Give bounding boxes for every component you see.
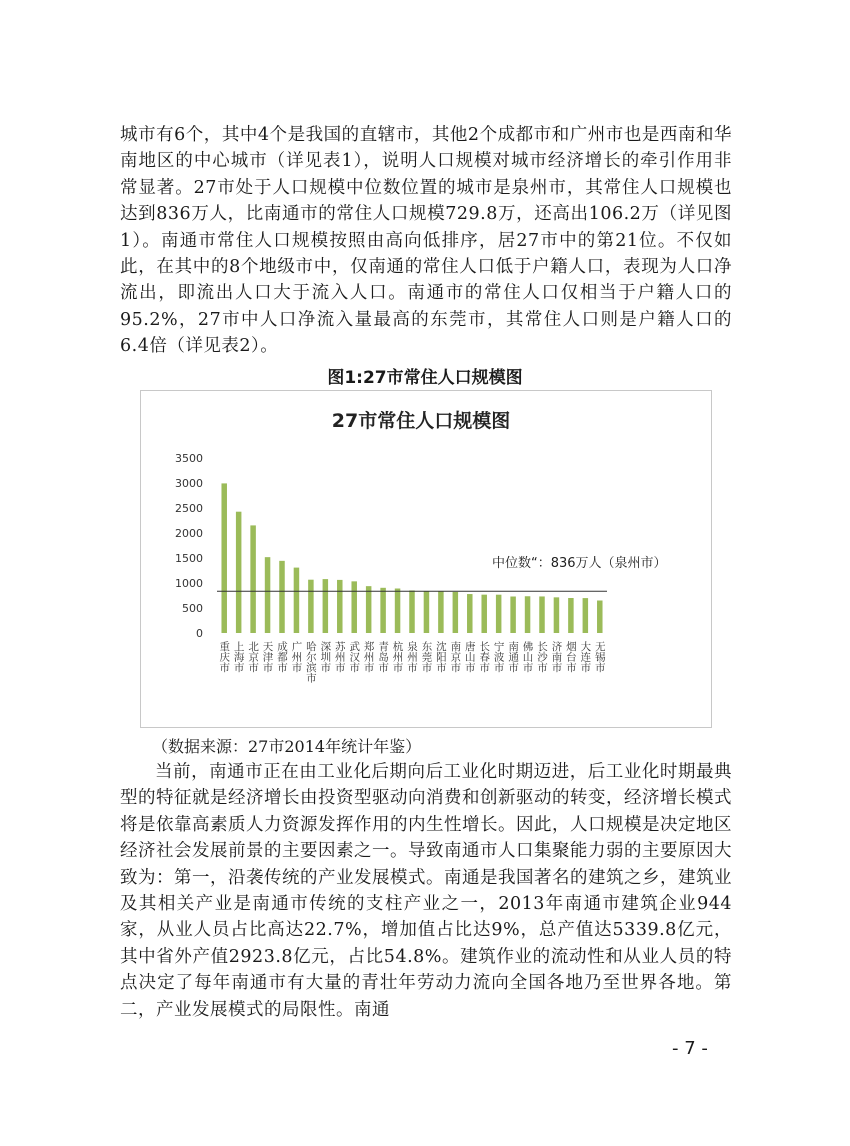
bar bbox=[221, 483, 227, 633]
x-tick-label: 烟台市 bbox=[564, 641, 577, 673]
bar bbox=[351, 581, 357, 633]
bar bbox=[265, 557, 271, 633]
x-tick-label: 上海市 bbox=[232, 641, 245, 673]
bar bbox=[539, 596, 545, 633]
chart-title: 27市常住人口规模图 bbox=[331, 410, 511, 432]
body-paragraph-1: 城市有6个，其中4个是我国的直辖市，其他2个成都市和广州市也是西南和华南地区的中心城市（详见表1），说明人口规模对城市经济增长的牵引作用非常显著。27市处于人口规模中位数位置的城市是泉州市，其常住人口规模也达到836万人，比南通市的常住人口规模729.8万，还高出106.2万（详见图1）。南通市常住人口规模按照由高向低排序，居27市中的第21位。不仅如此，在其中的8个地级市中，仅南通的常住人口低于户籍人口，表现为人口净流出，即流出人口大于流入人口。南通市的常住人口仅相当于户籍人口的95.2%，27市中人口净流入量最高的东莞市，其常住人口则是户籍人口的6.4倍（详见表2）。 bbox=[120, 125, 732, 357]
chart-canvas bbox=[141, 391, 711, 727]
x-tick-label: 无锡市 bbox=[593, 641, 606, 673]
body-paragraph-2-text: 当前，南通市正在由工业化后期向后工业化时期迈进，后工业化时期最典型的特征就是经济增长由投资型驱动向消费和创新驱动的转变，经济增长模式将是依靠高素质人力资源发挥作用的内生性增长。因此，人口规模是决定地区经济社会发展前景的主要因素之一。导致南通市人口集聚能力弱的主要原因大致为：第一，沿袭传统的产业发展模式。南通是我国著名的建筑之乡，建筑业及其相关产业是南通市传统的支柱产业之一，2013年南通市建筑企业944家，从业人员占比高达22.7%，增加值占比达9%，总产值达5339.8亿元，其中省外产值2923.8亿元，占比54.8%。建筑作业的流动性和从业人员的特点决定了每年南通市有大量的青壮年劳动力流向全国各地乃至世界各地。第二，产业发展模式的局限性。南通 bbox=[120, 762, 732, 1020]
figure-caption: 图1:27市常住人口规模图 bbox=[327, 368, 523, 388]
x-tick-label: 深圳市 bbox=[319, 641, 332, 673]
x-tick-label: 苏州市 bbox=[333, 641, 346, 673]
bar bbox=[467, 594, 473, 633]
bar bbox=[366, 586, 372, 633]
x-tick-label: 南通市 bbox=[507, 641, 520, 673]
x-tick-label: 东莞市 bbox=[420, 641, 433, 673]
bar bbox=[380, 588, 386, 633]
bar bbox=[279, 561, 285, 633]
y-tick-label: 1500 bbox=[175, 552, 203, 565]
y-tick-label: 500 bbox=[182, 602, 203, 615]
bar bbox=[453, 592, 459, 633]
bar bbox=[481, 595, 487, 633]
bar bbox=[323, 579, 329, 633]
x-tick-label: 唐山市 bbox=[463, 641, 476, 673]
bar bbox=[583, 598, 589, 633]
y-tick-label: 3000 bbox=[175, 477, 203, 490]
x-tick-label: 长沙市 bbox=[536, 641, 548, 673]
y-tick-label: 2500 bbox=[175, 502, 203, 515]
bar bbox=[510, 597, 515, 634]
x-tick-label: 大连市 bbox=[579, 641, 592, 673]
x-tick-label: 广州市 bbox=[290, 641, 303, 673]
x-tick-label: 杭州市 bbox=[391, 641, 404, 673]
x-tick-label: 武汉市 bbox=[348, 641, 361, 673]
x-axis-labels bbox=[218, 640, 606, 684]
population-chart bbox=[140, 390, 712, 728]
x-tick-label: 泉州市 bbox=[406, 641, 418, 673]
bar bbox=[294, 568, 300, 633]
y-tick-label: 3500 bbox=[175, 452, 203, 465]
x-tick-label: 郑州市 bbox=[362, 641, 375, 673]
y-tick-label: 2000 bbox=[175, 527, 203, 540]
y-tick-label: 1000 bbox=[175, 577, 203, 590]
x-tick-label: 成都市 bbox=[276, 641, 288, 673]
x-tick-label: 青岛市 bbox=[377, 641, 390, 673]
x-tick-label: 宁波市 bbox=[492, 641, 505, 673]
y-tick-label: 0 bbox=[196, 627, 203, 640]
body-paragraph-2 bbox=[120, 759, 732, 1023]
x-tick-label: 沈阳市 bbox=[434, 641, 447, 673]
x-tick-label: 哈尔滨市 bbox=[304, 641, 317, 683]
bar bbox=[424, 591, 430, 633]
x-tick-label: 重庆市 bbox=[218, 641, 231, 673]
bar bbox=[308, 580, 314, 633]
bar bbox=[250, 525, 256, 633]
x-tick-label: 长春市 bbox=[478, 641, 491, 673]
x-tick-label: 佛山市 bbox=[521, 641, 534, 673]
x-tick-label: 北京市 bbox=[247, 641, 260, 673]
x-tick-label: 天津市 bbox=[261, 641, 274, 673]
x-tick-label: 南京市 bbox=[449, 641, 462, 673]
source-note: （数据来源：27市2014年统计年鉴） bbox=[152, 737, 422, 756]
y-axis bbox=[175, 452, 203, 640]
bar bbox=[236, 512, 242, 633]
bar bbox=[496, 595, 502, 633]
bar bbox=[409, 590, 415, 633]
bar bbox=[438, 592, 444, 633]
bar bbox=[554, 597, 560, 633]
bar bbox=[597, 601, 603, 634]
bar bbox=[568, 598, 574, 633]
bar bbox=[395, 589, 401, 634]
bar bbox=[525, 596, 531, 633]
median-annotation: 中位数“：836万人（泉州市） bbox=[492, 556, 667, 571]
page-number: - 7 - bbox=[672, 1038, 708, 1059]
bar bbox=[337, 580, 343, 633]
x-tick-label: 济南市 bbox=[550, 641, 563, 673]
